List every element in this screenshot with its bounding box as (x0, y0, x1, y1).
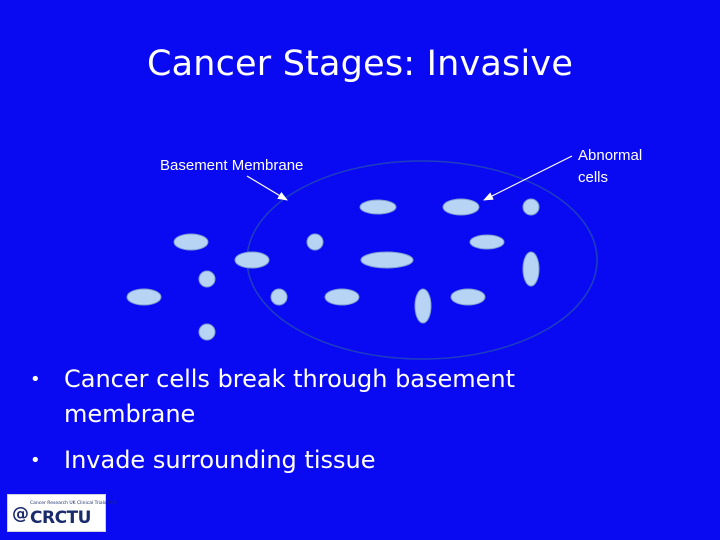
abnormal-cell (127, 289, 161, 305)
abnormal-cell (199, 324, 215, 340)
abnormal-cells-arrow (484, 156, 572, 200)
slide-title: Cancer Stages: Invasive (146, 44, 574, 84)
bullet-dot: • (30, 450, 41, 471)
abnormal-cell (415, 289, 431, 323)
abnormal-cells-label: Abnormal cells (578, 147, 643, 186)
abnormal-cell (523, 252, 539, 286)
bullet-list (30, 362, 590, 489)
bullet-text: Cancer cells break through basement membrane (64, 365, 516, 428)
abnormal-cell (325, 289, 359, 305)
abnormal-cell (360, 200, 396, 214)
bullet-item (30, 362, 590, 432)
bullet-item (30, 443, 590, 478)
logo-at-symbol: @ (12, 504, 29, 524)
abnormal-cell (235, 252, 269, 268)
logo-tagline: Cancer Research UK Clinical Trials Unit (30, 501, 117, 506)
basement-membrane-outline (247, 161, 597, 359)
crctu-logo (7, 494, 117, 532)
abnormal-cell (271, 289, 287, 305)
abnormal-cell (307, 234, 323, 250)
abnormal-cell (443, 199, 479, 215)
abnormal-cell (470, 235, 504, 249)
abnormal-cell (361, 252, 413, 268)
bullet-text: Invade surrounding tissue (64, 446, 376, 474)
abnormal-cells (127, 199, 539, 340)
abnormal-cell (523, 199, 539, 215)
abnormal-cell (174, 234, 208, 250)
logo-wordmark: CRCTU (30, 508, 91, 528)
basement-membrane-label: Basement Membrane (160, 157, 304, 174)
abnormal-cell (451, 289, 485, 305)
abnormal-cell (199, 271, 215, 287)
basement-membrane-arrow (247, 176, 287, 200)
bullet-dot: • (30, 369, 41, 390)
